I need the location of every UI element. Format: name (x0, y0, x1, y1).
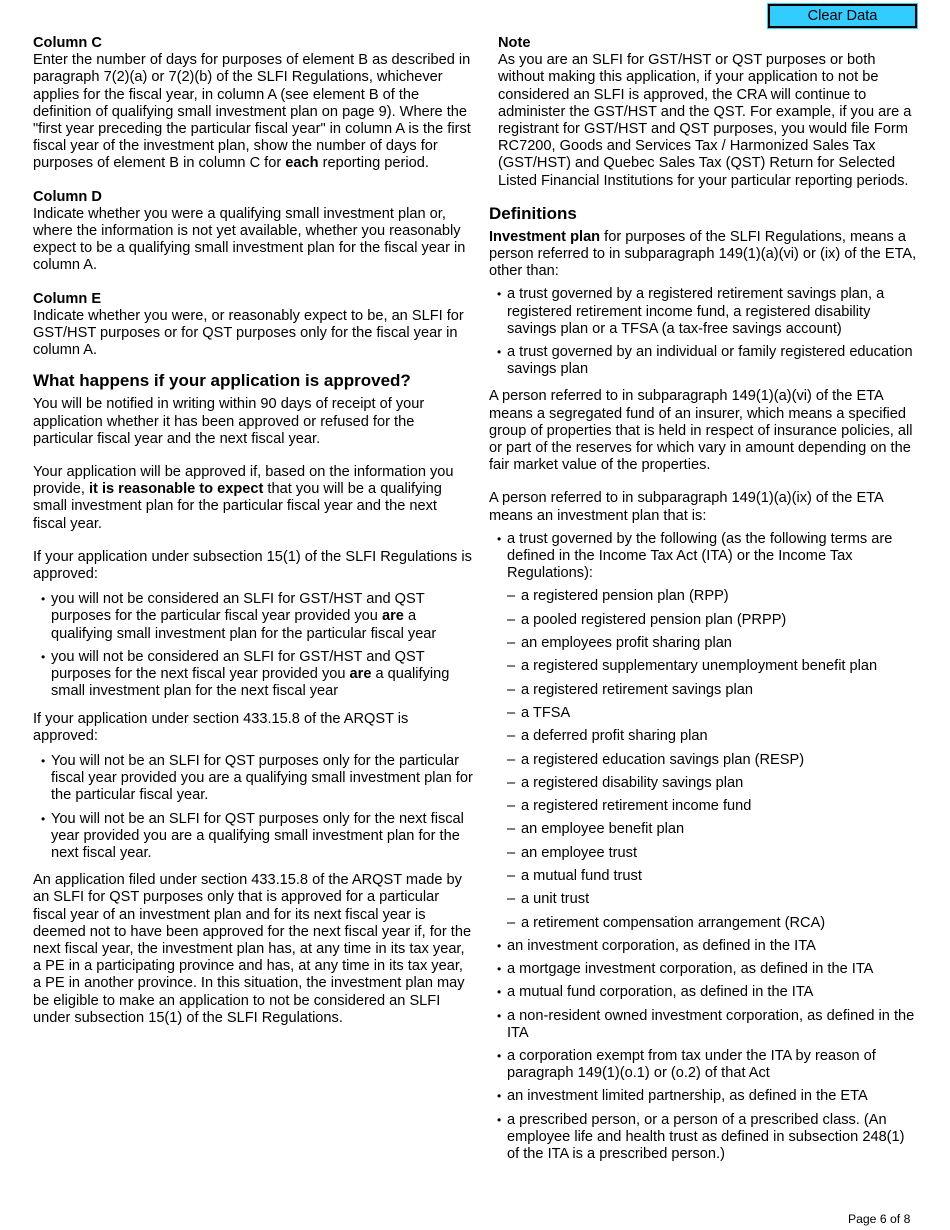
list-item: • a trust governed by the following (as the following terms are defined in the Income Tax Act (ITA) or the Income Tax Regulations): – a registered pension plan (RPP) – a pooled registered pension plan (PRPP) – an employees profit sharing plan – a registered supplementary unemployment benefit plan – a registered retirement savings plan – a TFSA – a deferred profit sharing plan – a registered education savings plan (RESP) – a registered disability savings plan – a registered retirement income fund – an employee benefit plan – an employee trust – a mutual fund trust – a unit trust – a retirement compensation arrangement (RCA) (489, 531, 919, 932)
investment-plan-intro: A person referred to in subparagraph 149(1)(a)(ix) of the ETA means an investment plan that is: (489, 490, 883, 524)
column-d-section (33, 189, 473, 275)
arqst-approved-list (33, 753, 473, 862)
page-number: Page 6 of 8 (848, 1212, 911, 1226)
list-item: • a trust governed by a registered retirement savings plan, a registered retirement income fund, a registered disability savings plan or a TFSA (a tax-free savings account) (489, 286, 919, 338)
list-item: • a non-resident owned investment corporation, as defined in the ITA (489, 1008, 919, 1042)
list-item: – a TFSA (507, 705, 919, 722)
column-e-section (33, 291, 473, 360)
list-item: • you will not be considered an SLFI for GST/HST and QST purposes for the next fiscal year provided you are a qualifying small investment plan for the next fiscal year (33, 649, 473, 701)
column-e-title: Column E (33, 290, 102, 307)
column-d-text: Indicate whether you were a qualifying small investment plan or, where the information is not yet available, whether you reasonably expect to be a qualifying small investment plan for the fiscal year in column A. (33, 205, 466, 274)
list-item: – an employee trust (507, 845, 919, 862)
list-item: • You will not be an SLFI for QST purposes only for the particular fiscal year provided you are a qualifying small investment plan for the particular fiscal year. (33, 753, 473, 805)
list-item: • a mortgage investment corporation, as defined in the ITA (489, 961, 919, 978)
list-item: – a registered disability savings plan (507, 775, 919, 792)
list-item: – a retirement compensation arrangement (RCA) (507, 915, 919, 932)
column-c-title: Column C (33, 35, 102, 51)
investment-plan-list (489, 531, 919, 1163)
column-c-text: Enter the number of days for purposes of element B as described in paragraph 7(2)(a) or 7(2)(b) of the SLFI Regulations, whichever applies for the fiscal year, in column A (see element B of the definition of qualifying small investment plan on page 9). Where the "first year preceding the particular fiscal year" in column A is the first fiscal year of the investment plan, show the number of days for purposes of element B in column C for each reporting period. (33, 52, 471, 172)
list-item: – a deferred profit sharing plan (507, 728, 919, 745)
list-item: – a registered supplementary unemployment benefit plan (507, 658, 919, 675)
list-item: – a registered pension plan (RPP) (507, 588, 919, 605)
list-item: • a mutual fund corporation, as defined in the ITA (489, 984, 919, 1001)
column-c-section (33, 35, 473, 173)
list-item: • an investment limited partnership, as defined in the ETA (489, 1088, 919, 1105)
approved-paragraph-4: If your application under section 433.15.8 of the ARQST is approved: (33, 710, 409, 744)
list-item: • a prescribed person, or a person of a prescribed class. (An employee life and health trust as defined in subsection 248(1) of the ITA is a prescribed person.) (489, 1112, 919, 1164)
approved-heading: What happens if your application is approved? (33, 371, 411, 391)
list-item: – a registered retirement income fund (507, 798, 919, 815)
trust-type-list (507, 588, 919, 931)
clear-data-button[interactable]: Clear Data (768, 4, 917, 28)
definitions-heading: Definitions (489, 203, 577, 223)
list-item: • a trust governed by an individual or family registered education savings plan (489, 344, 919, 378)
column-d-title: Column D (33, 188, 102, 205)
slfi-approved-list (33, 591, 473, 700)
left-column (33, 35, 473, 1043)
investment-plan-definition: Investment plan for purposes of the SLFI Regulations, means a person referred to in subparagraph 149(1)(a)(vi) or (ix) of the ETA, other than: (489, 228, 917, 280)
list-item: • an investment corporation, as defined in the ITA (489, 938, 919, 955)
approved-paragraph-1: You will be notified in writing within 90 days of receipt of your application whether it has been approved or refused for the particular fiscal year and the next fiscal year. (33, 396, 425, 447)
list-item: – a mutual fund trust (507, 868, 919, 885)
approved-paragraph-5: An application filed under section 433.15.8 of the ARQST made by an SLFI for QST purposes only that is approved for a particular fiscal year of an investment plan and for its next fiscal year is deemed not to have been approved for the next fiscal year if, for the next fiscal year, the investment plan has, at any time in its tax year, a PE in a participating province and has, at any time in its tax year, a PE in another province. In this situation, the investment plan may be eligible to make an application to not be considered an SLFI under subsection 15(1) of the SLFI Regulations. (33, 872, 472, 1026)
list-item: • you will not be considered an SLFI for GST/HST and QST purposes for the particular fiscal year provided you are a qualifying small investment plan for the particular fiscal year (33, 591, 473, 643)
other-than-list (489, 286, 919, 378)
list-item: – a registered retirement savings plan (507, 682, 919, 699)
list-item: – an employee benefit plan (507, 821, 919, 838)
list-item: – a unit trust (507, 891, 919, 908)
right-column (489, 35, 919, 1173)
note-text: As you are an SLFI for GST/HST or QST purposes or both without making this application, if your application to not be considered an SLFI is approved, the CRA will continue to administer the GST/HST and the QST. For example, if you are a registrant for GST/HST and QST purposes, you would file Form RC7200, Goods and Services Tax / Harmonized Sales Tax (GST/HST) and Quebec Sales Tax (QST) Return for Selected Listed Financial Institutions for your particular reporting periods. (498, 52, 912, 189)
list-item: • a corporation exempt from tax under the ITA by reason of paragraph 149(1)(o.1) or (o.2) of that Act (489, 1048, 919, 1082)
approved-paragraph-2: Your application will be approved if, based on the information you provide, it is reasonable to expect that you will be a qualifying small investment plan for the particular fiscal year and the next fiscal year. (33, 464, 454, 532)
column-e-text: Indicate whether you were, or reasonably expect to be, an SLFI for GST/HST purposes or for QST purposes only for the fiscal year in column A. (33, 307, 464, 359)
segregated-fund-text: A person referred to in subparagraph 149(1)(a)(vi) of the ETA means a segregated fund of an insurer, which means a specified group of properties that is held in respect of insurance policies, all or part of the reserves for which vary in amount depending on the fair market value of the properties. (489, 388, 913, 474)
list-item: – a pooled registered pension plan (PRPP) (507, 612, 919, 629)
list-item: – an employees profit sharing plan (507, 635, 919, 652)
note-title: Note (498, 35, 531, 51)
note-box (489, 35, 919, 190)
list-item: • You will not be an SLFI for QST purposes only for the next fiscal year provided you are a qualifying small investment plan for the next fiscal year. (33, 811, 473, 863)
list-item: – a registered education savings plan (RESP) (507, 752, 919, 769)
approved-paragraph-3: If your application under subsection 15(1) of the SLFI Regulations is approved: (33, 548, 472, 583)
